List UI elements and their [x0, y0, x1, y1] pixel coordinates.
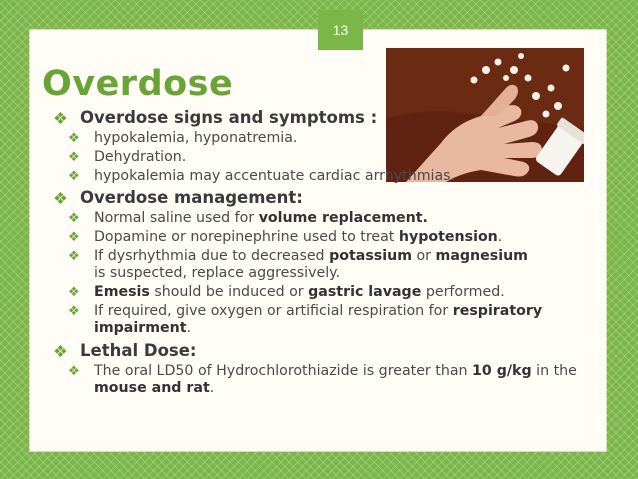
slide-number: 13: [332, 22, 349, 38]
section-heading: ❖ Overdose management:: [53, 188, 303, 208]
bullet-icon: ❖: [68, 169, 80, 184]
bullet-icon: ❖: [68, 211, 80, 226]
list-item: ❖ hypokalemia, hyponatremia.: [68, 130, 298, 146]
slide-title: Overdose: [42, 64, 234, 104]
bullet-icon: ❖: [53, 342, 68, 361]
list-item: ❖ If required, give oxygen or artificial respiration for respiratory impairment.: [68, 303, 543, 336]
section-heading: ❖ Lethal Dose:: [53, 341, 197, 361]
list-item: ❖ Emesis should be induced or gastric lavage performed.: [68, 284, 505, 300]
slide-number-badge: [318, 10, 363, 50]
list-item: ❖ The oral LD50 of Hydrochlorothiazide is greater than 10 g/kg in the mouse and rat.: [68, 363, 577, 396]
slide-content: [50, 106, 590, 397]
bullet-icon: ❖: [68, 150, 80, 165]
bullet-icon: ❖: [68, 249, 80, 264]
bullet-icon: ❖: [68, 285, 80, 300]
bullet-icon: ❖: [68, 131, 80, 146]
bullet-icon: ❖: [68, 230, 80, 245]
bullet-icon: ❖: [53, 109, 68, 128]
list-item: ❖ hypokalemia may accentuate cardiac arrhythmias.: [68, 168, 456, 184]
section-heading: ❖ Overdose signs and symptoms :: [53, 108, 378, 128]
bullet-icon: ❖: [68, 364, 80, 379]
list-item: ❖ Dehydration.: [68, 149, 187, 165]
list-item: ❖ Normal saline used for volume replacement.: [68, 210, 428, 226]
list-item: ❖ Dopamine or norepinephrine used to treat hypotension.: [68, 229, 503, 245]
bullet-icon: ❖: [53, 189, 68, 208]
list-item: ❖ If dysrhythmia due to decreased potassium or magnesium is suspected, replace aggressively.: [68, 248, 528, 281]
bullet-icon: ❖: [68, 304, 80, 319]
